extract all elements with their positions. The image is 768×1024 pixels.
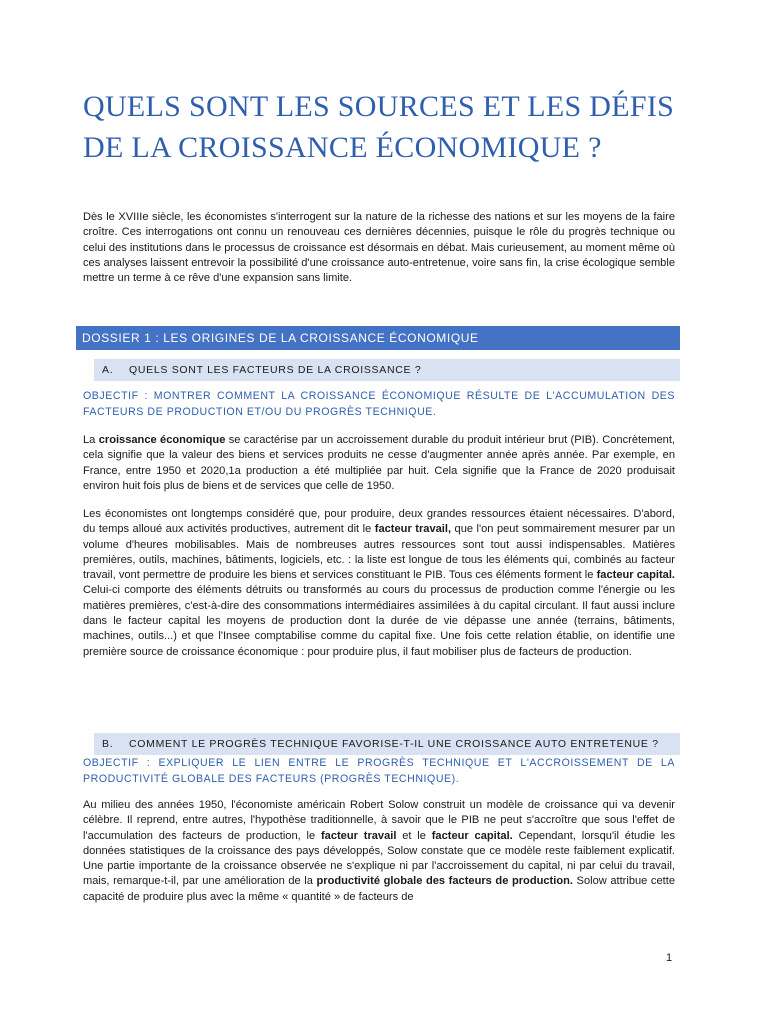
text-run: et le — [396, 829, 432, 842]
text-run: Solow attribue cette capacité de produire plus avec la même « quantité » de facteurs de — [83, 875, 675, 903]
bold-term: facteur capital. — [596, 569, 675, 582]
dossier-heading: DOSSIER 1 : LES ORIGINES DE LA CROISSANCE ÉCONOMIQUE — [76, 326, 680, 350]
text-run: se caractérise par un accroissement durable du produit intérieur brut (PIB). Concrètement, cela signifie que la valeur des biens et services produits ne cesse d'augmenter année après année. Par exemple, en France, entre 1950 et 2020,1a production a été multipliée par huit. Cela signifie que la France de 2020 produisait environ huit fois plus de biens et de services que celle de 1950. — [83, 434, 676, 492]
bold-term: facteur travail — [320, 829, 397, 842]
section-a-objective: OBJECTIF : MONTRER COMMENT LA CROISSANCE ÉCONOMIQUE RÉSULTE DE L'ACCUMULATION DES FACTEURS DE PRODUCTION ET/OU DU PROGRÈS TECHNIQUE. — [83, 390, 675, 418]
bold-term: facteur capital. — [431, 829, 513, 842]
bold-term: croissance économique — [98, 434, 226, 446]
bold-term: productivité globale des facteurs de production. — [316, 875, 573, 888]
section-b-heading — [94, 733, 680, 755]
section-b-title: COMMENT LE PROGRÈS TECHNIQUE FAVORISE-T-IL UNE CROISSANCE AUTO ENTRETENUE ? — [129, 738, 659, 750]
text-run: Au milieu des années 1950, l'économiste américain Robert Solow construit un modèle de croissance qui va devenir célèbre. Il reprend, entre autres, l'hypothèse traditionnelle, à savoir que le PIB ne peut s'accroître que sous l'effet de l'accumulation des facteurs de production, le — [83, 799, 675, 842]
page-number: 1 — [666, 952, 673, 964]
text-run: que l'on peut sommairement mesurer par un volume d'heures mobilisables. Mais de nombreuses autres ressources sont tout aussi indispensables. Matières premières, outils, machines, bâtiments, logiciels, etc. : la liste est longue de tous les éléments qui, combinés au facteur travail, vont permettre de produire les biens et services constituant le PIB. Tous ces éléments forment le — [83, 523, 675, 582]
section-a-paragraph-2 — [83, 507, 675, 660]
bold-term: facteur travail, — [374, 523, 452, 536]
section-b-letter: B. — [102, 738, 114, 750]
text-run: Les économistes ont longtemps considéré que, pour produire, deux grandes ressources étaient nécessaires. D'abord, du temps alloué aux activités productives, autrement dit le — [83, 508, 675, 536]
section-a-paragraph-1 — [83, 433, 675, 494]
section-b-paragraph-1 — [83, 798, 675, 905]
document-title: QUELS SONT LES SOURCES ET LES DÉFIS DE LA CROISSANCE ÉCONOMIQUE ? — [83, 90, 675, 164]
section-a-heading — [94, 359, 680, 381]
intro-paragraph: Dès le XVIIIe siècle, les économistes s'interrogent sur la nature de la richesse des nations et sur les moyens de la faire croître. Ces interrogations ont connu un renouveau ces dernières décennies, puisque le rôle du progrès technique ou celui des institutions dans le processus de croissance est désormais en débat. Mais curieusement, au moment même où ces analyses laissent entrevoir la possibilité d'une croissance auto-entretenue, voire sans fin, la crise écologique semble mettre un terme à ce rêve d'une expansion sans limite. — [83, 211, 675, 285]
text-run: La — [83, 434, 99, 446]
section-a-title: QUELS SONT LES FACTEURS DE LA CROISSANCE ? — [129, 364, 422, 376]
text-run: Cependant, lorsqu'il étudie les données statistiques de la croissance des pays développés, Solow constate que ce modèle reste faiblement explicatif. Une partie importante de la croissance observée ne s'explique ni par l'accroissement du capital, ni par celui du travail, mais, remarque-t-il, par une amélioration de la — [83, 829, 675, 888]
text-run: Celui-ci comporte des éléments détruits ou transformés au cours du processus de production comme l'énergie ou les matières premières, c'est-à-dire des consommations intermédiaires assimilées à du capital circulant. Il faut aussi inclure dans le facteur capital les moyens de production dont la durée de vie dépasse une année (terrains, bâtiments, machines, outils...) et que l'Insee comptabilise comme du capital fixe. Une fois cette relation établie, on identifie une première source de croissance économique : pour produire plus, il faut mobiliser plus de facteurs de production. — [83, 584, 675, 658]
section-a-letter: A. — [102, 364, 114, 376]
section-b-objective: OBJECTIF : EXPLIQUER LE LIEN ENTRE LE PROGRÈS TECHNIQUE ET L'ACCROISSEMENT DE LA PRODUCTIVITÉ GLOBALE DES FACTEURS (PROGRÈS TECHNIQUE). — [83, 757, 675, 785]
